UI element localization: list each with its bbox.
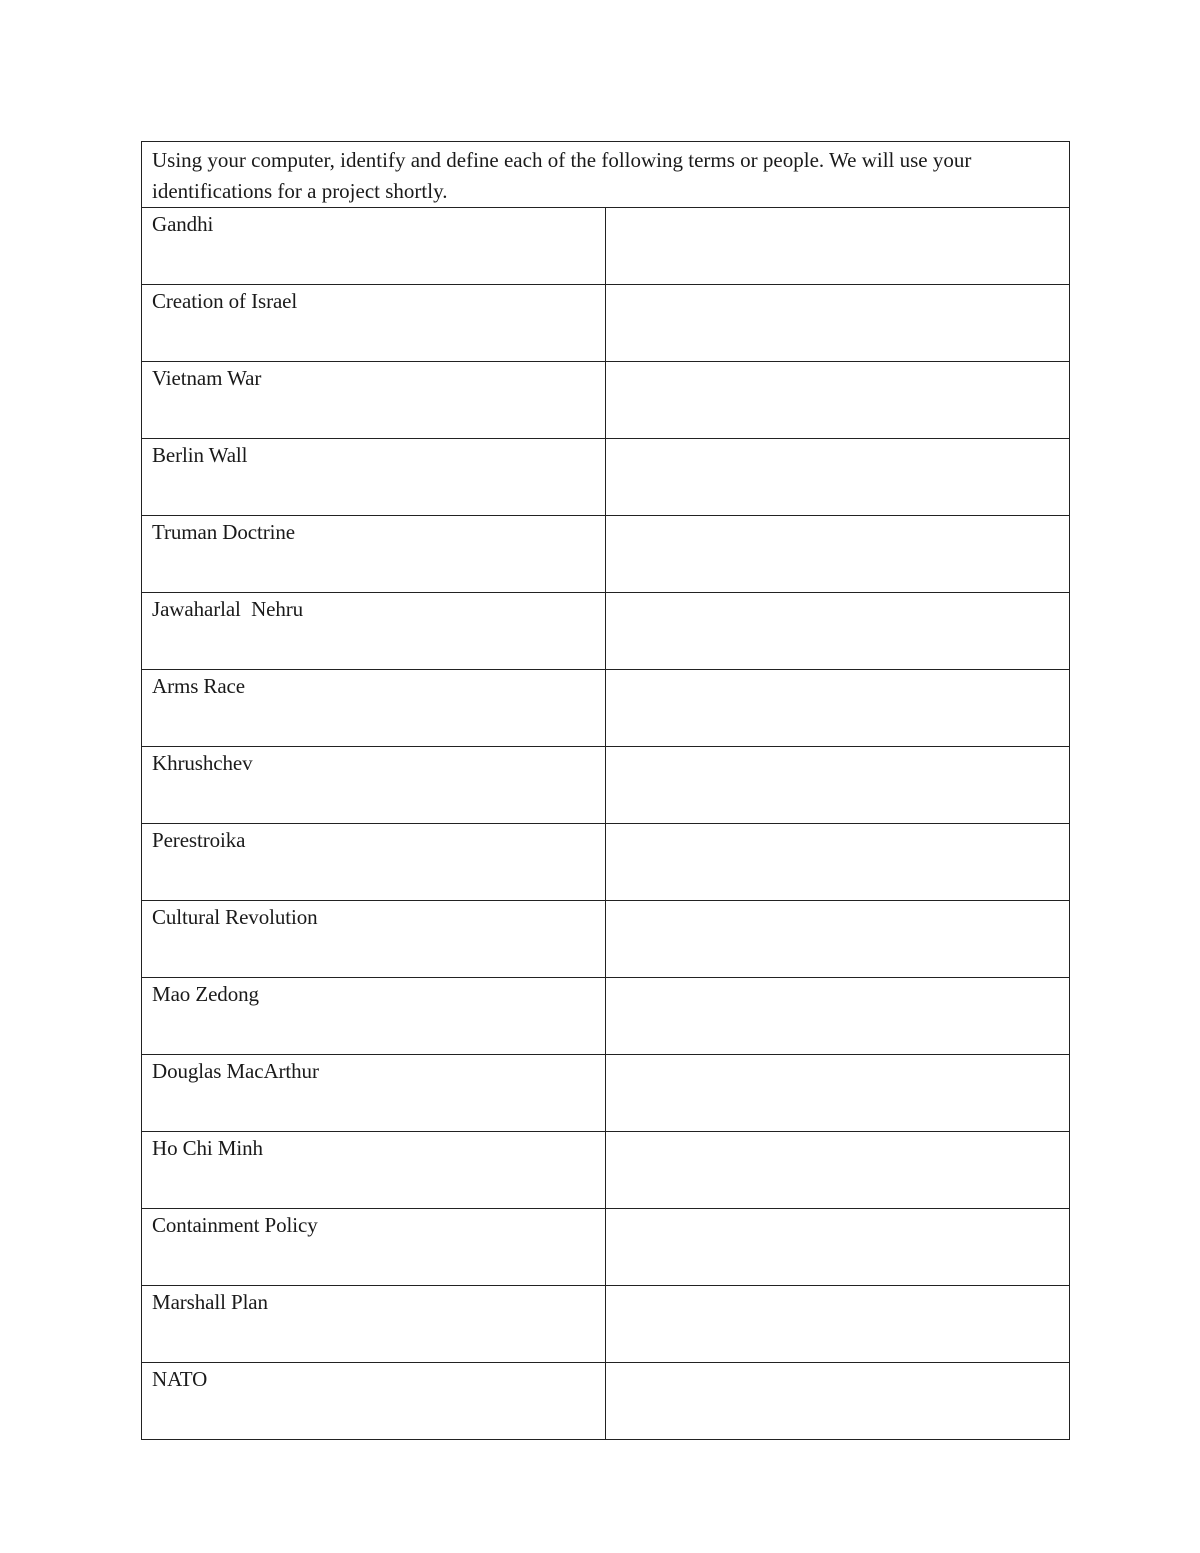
table-row xyxy=(142,747,1070,824)
table-row xyxy=(142,901,1070,978)
table-row xyxy=(142,362,1070,439)
term-label: Douglas MacArthur xyxy=(142,1055,606,1132)
definition-cell[interactable] xyxy=(606,901,1070,978)
term-label: Berlin Wall xyxy=(142,439,606,516)
table-row xyxy=(142,593,1070,670)
instructions-text: Using your computer, identify and define each of the following terms or people. We will use your identifications for a project shortly. xyxy=(142,142,1070,208)
table-row xyxy=(142,1209,1070,1286)
table-row xyxy=(142,208,1070,285)
definition-cell[interactable] xyxy=(606,1132,1070,1209)
definition-cell[interactable] xyxy=(606,208,1070,285)
term-label: Containment Policy xyxy=(142,1209,606,1286)
definition-cell[interactable] xyxy=(606,439,1070,516)
term-label: Arms Race xyxy=(142,670,606,747)
table-row xyxy=(142,285,1070,362)
term-label: Creation of Israel xyxy=(142,285,606,362)
term-label: Mao Zedong xyxy=(142,978,606,1055)
term-label: Khrushchev xyxy=(142,747,606,824)
definition-cell[interactable] xyxy=(606,1363,1070,1440)
term-label: Jawaharlal Nehru xyxy=(142,593,606,670)
identification-worksheet-table xyxy=(141,141,1070,1440)
worksheet-body xyxy=(142,142,1070,1440)
definition-cell[interactable] xyxy=(606,362,1070,439)
term-label: NATO xyxy=(142,1363,606,1440)
table-row xyxy=(142,978,1070,1055)
table-row xyxy=(142,824,1070,901)
term-label: Truman Doctrine xyxy=(142,516,606,593)
definition-cell[interactable] xyxy=(606,1286,1070,1363)
table-row xyxy=(142,1055,1070,1132)
table-row xyxy=(142,670,1070,747)
definition-cell[interactable] xyxy=(606,1055,1070,1132)
definition-cell[interactable] xyxy=(606,516,1070,593)
definition-cell[interactable] xyxy=(606,593,1070,670)
table-row xyxy=(142,516,1070,593)
table-row xyxy=(142,439,1070,516)
definition-cell[interactable] xyxy=(606,670,1070,747)
term-label: Marshall Plan xyxy=(142,1286,606,1363)
definition-cell[interactable] xyxy=(606,1209,1070,1286)
definition-cell[interactable] xyxy=(606,747,1070,824)
table-row xyxy=(142,1363,1070,1440)
term-label: Gandhi xyxy=(142,208,606,285)
definition-cell[interactable] xyxy=(606,824,1070,901)
instructions-row xyxy=(142,142,1070,208)
definition-cell[interactable] xyxy=(606,978,1070,1055)
term-label: Perestroika xyxy=(142,824,606,901)
table-row xyxy=(142,1286,1070,1363)
term-label: Vietnam War xyxy=(142,362,606,439)
definition-cell[interactable] xyxy=(606,285,1070,362)
table-row xyxy=(142,1132,1070,1209)
term-label: Ho Chi Minh xyxy=(142,1132,606,1209)
term-label: Cultural Revolution xyxy=(142,901,606,978)
